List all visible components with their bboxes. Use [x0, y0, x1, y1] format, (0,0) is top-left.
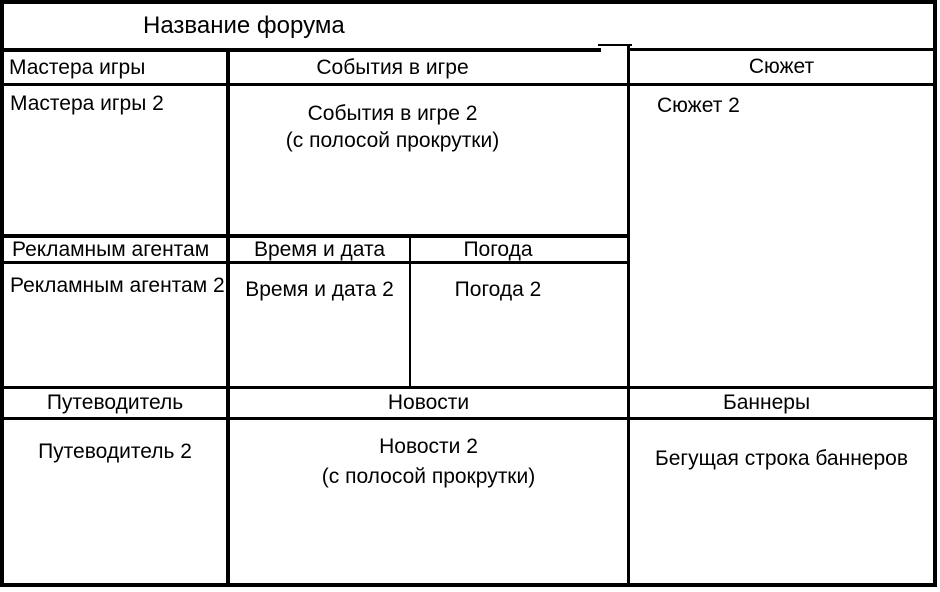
- right-column-divider: [627, 44, 630, 587]
- weather-body: Погода 2: [454, 278, 542, 301]
- events-header: События в игре: [316, 56, 469, 79]
- advertisers-header: Рекламным агентам: [12, 238, 210, 261]
- masters-body: Мастера игры 2: [10, 92, 164, 115]
- border-bottom: [0, 583, 937, 587]
- banners-body: Бегущая строка баннеров: [654, 447, 909, 470]
- forum-title: Название форума: [143, 12, 345, 39]
- banners-header: Баннеры: [722, 391, 811, 414]
- border-right: [933, 0, 937, 587]
- masters-header: Мастера игры: [9, 56, 146, 79]
- events-body: [230, 86, 627, 154]
- news-body: [230, 420, 627, 492]
- weather-header: Погода: [463, 238, 533, 261]
- events-body-line2: (с полосой прокрутки): [285, 129, 500, 152]
- datetime-body: Время и дата 2: [245, 278, 394, 301]
- news-body-line1: Новости 2: [379, 435, 478, 458]
- guide-header: Путеводитель: [46, 391, 184, 414]
- plot-body: Сюжет 2: [657, 94, 740, 117]
- events-body-line1: События в игре 2: [307, 102, 478, 125]
- guide-body: Путеводитель 2: [38, 440, 192, 463]
- news-header: Новости: [387, 391, 470, 414]
- plot-header: Сюжет: [748, 55, 815, 78]
- news-body-line2: (с полосой прокрутки): [321, 465, 536, 488]
- border-top: [0, 0, 937, 4]
- datetime-header: Время и дата: [253, 238, 386, 261]
- advertisers-body: Рекламным агентам 2: [10, 274, 225, 297]
